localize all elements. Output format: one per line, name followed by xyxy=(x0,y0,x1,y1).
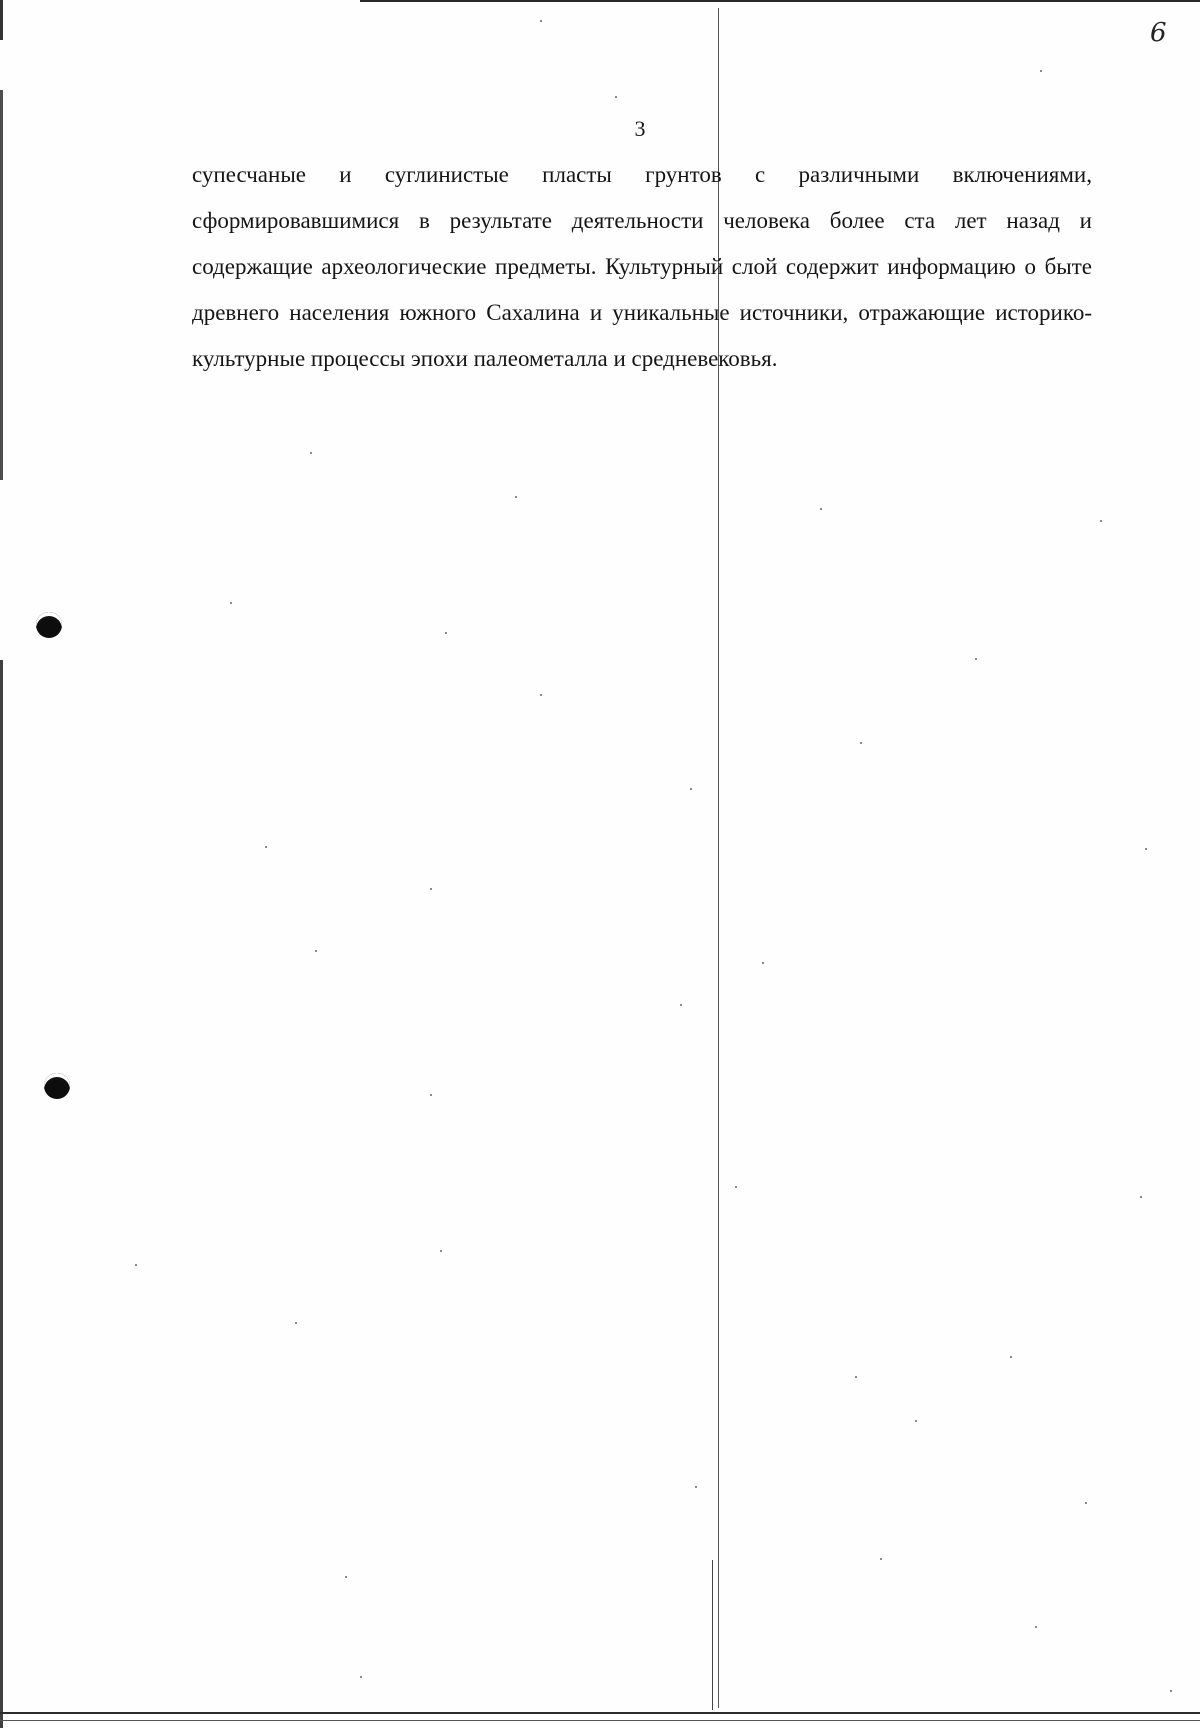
scan-speck xyxy=(680,1004,682,1006)
scan-speck xyxy=(515,496,517,498)
scan-speck xyxy=(1170,1690,1172,1692)
scan-speck xyxy=(135,1264,137,1266)
scan-top-rule xyxy=(360,0,1200,2)
scan-bottom-rule xyxy=(0,1712,1200,1714)
scan-speck xyxy=(540,20,542,22)
punch-hole-icon xyxy=(36,612,62,638)
scan-speck xyxy=(445,632,447,634)
scan-speck xyxy=(310,452,312,454)
scan-speck xyxy=(360,1676,362,1678)
scan-speck xyxy=(735,1186,737,1188)
scan-speck xyxy=(540,694,542,696)
punch-hole-icon xyxy=(44,1073,70,1099)
scan-speck xyxy=(855,1376,857,1378)
scan-speck xyxy=(230,602,232,604)
body-paragraph: супесчаные и суглинистые пласты грунтов с различными включениями, сформировавшимися в результате деятельности человека более ста лет назад и содержащие археологические предметы. Культурный слой содержит информацию о быте древнего населения южного Сахалина и уникальные источники, отражающие историко-культурные процессы эпохи палеометалла и средневековья. xyxy=(192,162,1092,371)
scan-speck xyxy=(265,846,267,848)
scan-bottom-rule-thin xyxy=(0,1720,1200,1721)
scan-speck xyxy=(1100,520,1102,522)
scan-speck xyxy=(762,962,764,964)
scan-speck xyxy=(1010,1356,1012,1358)
scan-speck xyxy=(860,742,862,744)
scan-speck xyxy=(1145,848,1147,850)
scan-left-edge xyxy=(0,0,3,1728)
scan-speck xyxy=(1035,1626,1037,1628)
scan-speck xyxy=(880,1558,882,1560)
scan-fold-line-lower xyxy=(712,1560,713,1710)
scan-speck xyxy=(915,1420,917,1422)
scan-speck xyxy=(295,1322,297,1324)
page-number: 3 xyxy=(634,116,646,141)
scan-speck xyxy=(695,1486,697,1488)
handwritten-page-number: 6 xyxy=(1150,18,1167,48)
scan-speck xyxy=(1085,1502,1087,1504)
scan-speck xyxy=(430,1094,432,1096)
scan-speck xyxy=(615,96,617,98)
scan-speck xyxy=(430,888,432,890)
scan-speck xyxy=(315,950,317,952)
scan-speck xyxy=(1140,1196,1142,1198)
scan-speck xyxy=(345,1576,347,1578)
scan-speck xyxy=(820,508,822,510)
scan-speck xyxy=(690,788,692,790)
scan-speck xyxy=(975,658,977,660)
scan-speck xyxy=(440,1250,442,1252)
scan-speck xyxy=(1040,70,1042,72)
